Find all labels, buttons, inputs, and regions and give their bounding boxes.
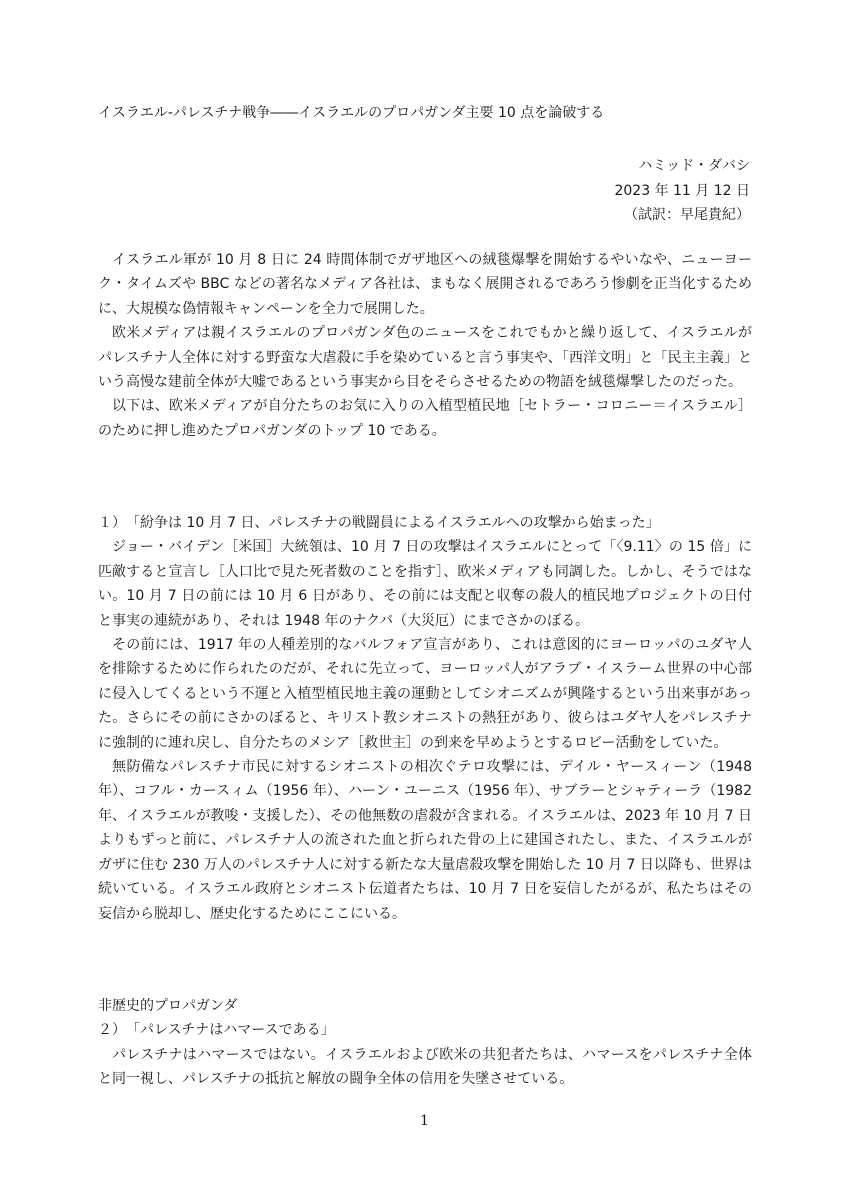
section-2-heading: ２） 「パレスチナはハマースである」 [98,1022,335,1039]
translator-credit: （試訳：早尾貴紀） [624,207,750,223]
intro-section [98,248,752,443]
author-name: ハミッド・ダバシ [638,158,750,174]
section-2 [98,994,752,1092]
document-title: イスラエル-パレスチナ戦争――イスラエルのプロパガンダ主要 10 点を論破する [98,105,605,121]
section-title: 非歴史的プロパガンダ [98,998,238,1014]
section-1-heading: １） 「紛争は 10 月 7 日、パレスチナの戦闘員によるイスラエルへの攻撃から始まった」 [98,515,660,531]
body-paragraph: ジョー・バイデン［米国］大統領は、10 月 7 日の攻撃はイスラエルにとって「〈9.11〉の 15 倍」に匹敵すると宣言し［人口比で見た死者数のことを指す］、欧米メディアも同調した。しかし、そうではない。10 月 7 日の前には 10 月 6 日があり、その前には支配と収奪の殺人的植民地プロジェクトの日付と事実の連続があり、それは 1948 年のナクバ（大災厄）にまでさかのぼる。 [98,539,752,629]
publication-date: 2023 年 11 月 12 日 [614,182,750,199]
intro-paragraph: 以下は、欧米メディアが自分たちのお気に入りの入植型植民地［セトラー・コロニー＝イスラエル］のために押し進めたプロパガンダのトップ 10 である。 [98,398,752,439]
intro-paragraph: 欧米メディアは親イスラエルのプロパガンダ色のニュースをこれでもかと繰り返して、イスラエルがパレスチナ人全体に対する野蛮な大虐殺に手を染めていると言う事実や、「西洋文明」と「民主主義」という高慢な建前全体が大嘘であるという事実から目をそらさせるための物語を絨毯爆撃したのだった。 [98,325,752,391]
page-number: 1 [420,1113,429,1129]
body-paragraph: その前には、1917 年の人種差別的なバルフォア宣言があり、これは意図的にヨーロッパのユダヤ人を排除するために作られたのだが、それに先立って、ヨーロッパ人がアラブ・イスラーム世界の中心部に侵入してくるという不運と入植型植民地主義の運動としてシオニズムが興隆するという出来事があった。さらにその前にさかのぼると、キリスト教シオニストの熱狂があり、彼らはユダヤ人をパレスチナに強制的に連れ戻し、自分たちのメシア［救世主］の到来を早めようとするロビー活動をしていた。 [98,637,752,751]
body-paragraph: パレスチナはハマースではない。イスラエルおよび欧米の共犯者たちは、ハマースをパレスチナ全体と同一視し、パレスチナの抵抗と解放の闘争全体の信用を失墜させている。 [98,1046,752,1088]
byline [614,154,750,228]
body-paragraph: 無防備なパレスチナ市民に対するシオニストの相次ぐテロ攻撃には、デイル・ヤースィーン（1948 年）、コフル・カースィム（1956 年）、ハーン・ユーニス（1956 年）、サブラーとシャティーラ（1982 年、イスラエルが教唆・支援した）、その他無数の虐殺が含まれる。イスラエルは、2023 年 10 月 7 日よりもずっと前に、パレスチナ人の流された血と折られた骨の上に建国されたし、また、イスラエルがガザに住む 230 万人のパレスチナ人に対する新たな大量虐殺攻撃を開始した 10 月 7 日以降も、世界は続いている。イスラエル政府とシオニスト伝道者たちは、10 月 7 日を妄信したがるが、私たちはその妄信から脱却し、歴史化するためにここにいる。 [98,759,752,922]
intro-paragraph: イスラエル軍が 10 月 8 日に 24 時間体制でガザ地区への絨毯爆撃を開始するやいなや、ニューヨーク・タイムズや BBC などの著名なメディア各社は、まもなく展開されるであろう惨劇を正当化するために、大規模な偽情報キャンペーンを全力で展開した。 [98,252,752,317]
section-1 [98,511,752,926]
